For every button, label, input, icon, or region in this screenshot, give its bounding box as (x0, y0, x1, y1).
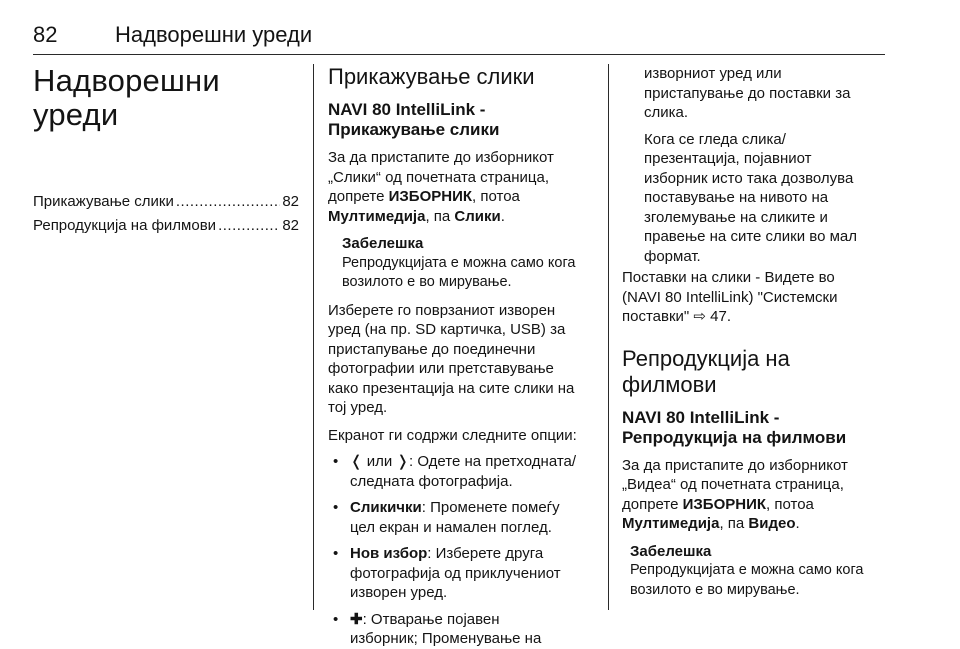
text: допрете (328, 188, 389, 205)
text-line (622, 495, 888, 515)
text: . (795, 515, 800, 532)
text-line (328, 187, 594, 207)
text-line: За да пристапите до изборникот (328, 149, 554, 166)
note-box (630, 542, 888, 601)
page-number: 82 (33, 22, 58, 47)
section-heading: Прикажување слики (328, 64, 535, 89)
column-3 (622, 64, 888, 600)
text-line: формат. (644, 247, 701, 265)
toc-entry[interactable] (33, 190, 299, 214)
column-1 (33, 64, 299, 238)
section-heading: Репродукција на филмови (622, 345, 790, 397)
text-line: (NAVI 80 IntelliLink) "Системски (622, 288, 838, 306)
text-line: зголемување на сликите и (644, 208, 828, 226)
text: : Отварање појавен (362, 610, 500, 628)
paragraph (328, 301, 594, 418)
text-line: слика. (644, 104, 689, 121)
note-box (342, 234, 594, 293)
text-line: следната фотографија. (350, 472, 513, 490)
text-line: како презентација на сите слики на (328, 379, 575, 397)
text: : Променете помеѓу (421, 499, 560, 516)
text-line: „Слики“ од почетната страница, (328, 168, 549, 186)
text: , потоа (472, 188, 520, 205)
note-text: Репродукцијата е можна само кога (630, 562, 864, 578)
text-line (622, 307, 888, 327)
text-line: За да пристапите до изборникот (622, 456, 848, 474)
text-line (328, 207, 594, 227)
chapter-title-line: уреди (33, 97, 119, 132)
column-divider (608, 64, 609, 610)
text-line: изворен уред. (350, 584, 448, 601)
text-line: Изберете го поврзаниот изворен (328, 301, 556, 319)
cross-reference-arrow-icon: ⇨ (693, 308, 706, 325)
chapter-title (33, 64, 299, 132)
toc-page: 82 (282, 217, 299, 234)
text-line (350, 544, 594, 564)
subsection-heading-line: Прикажување слики (328, 120, 500, 139)
subsection-heading (328, 100, 594, 140)
list-item-continuation (622, 130, 888, 267)
list-item-continuation (622, 64, 888, 123)
paragraph: Екранот ги содржи следните опции: (328, 426, 577, 444)
text-line: поставување на нивото на (644, 189, 829, 206)
text-line: правење на сите слики во мал (644, 228, 857, 245)
subsection-heading-line: Репродукција на филмови (622, 427, 847, 447)
subsection-heading (622, 408, 888, 448)
text-line: презентација, појавниот (644, 150, 812, 167)
text-line (622, 514, 888, 534)
menu-term: Видео (748, 515, 796, 532)
text-line: фотографии или претставување (328, 360, 554, 377)
text-line: цел екран и намален поглед. (350, 518, 552, 536)
text: , па (425, 207, 455, 225)
text-line: тој уред. (328, 399, 388, 416)
toc-leader (218, 214, 280, 238)
toc-page: 82 (282, 193, 299, 210)
plus-icon: ✚ (350, 610, 363, 628)
note-title: Забелешка (342, 235, 424, 252)
subsection-heading-line: NAVI 80 IntelliLink - (328, 100, 486, 119)
toc-label: Репродукција на филмови (33, 217, 217, 234)
paragraph (622, 456, 888, 534)
note-text: Репродукцијата е можна само кога (342, 254, 576, 271)
text-line: пристапување до поединечни (328, 340, 536, 358)
menu-term: Мултимедија (622, 515, 720, 532)
note-title: Забелешка (630, 542, 712, 560)
list-item (328, 544, 594, 603)
page-header (33, 22, 885, 55)
text-line (350, 610, 594, 630)
text: допрете (622, 495, 683, 513)
list-item (328, 610, 594, 649)
list-item (328, 498, 594, 537)
text-line: „Видеа“ од почетната страница, (622, 476, 844, 493)
menu-term: ИЗБОРНИК (682, 495, 767, 513)
text-line: изворниот уред или (644, 65, 782, 82)
table-of-contents (33, 190, 299, 238)
menu-term: ИЗБОРНИК (388, 188, 473, 205)
option-name: Нов избор (350, 545, 428, 562)
cross-reference-link[interactable]: 47. (710, 308, 732, 325)
text-line: • ❬ или ❭: Одете на претходната/ (350, 453, 577, 470)
toc-entry[interactable] (33, 214, 299, 238)
column-2 (328, 64, 594, 649)
text: . (500, 207, 505, 225)
paragraph (328, 148, 594, 226)
menu-term: Слики (454, 207, 501, 225)
column-divider (313, 64, 314, 610)
text-line: изборник исто така дозволува (644, 169, 854, 187)
text: , потоа (766, 495, 814, 513)
running-title: Надворешни уреди (115, 22, 313, 47)
list-item (328, 452, 594, 491)
toc-label: Прикажување слики (33, 193, 174, 210)
note-text: возилото е во мирување. (630, 581, 800, 598)
text-line: пристапување до поставки за (644, 84, 851, 102)
option-name: Сликички (350, 499, 422, 516)
text-line: изборник; Променување на (350, 630, 542, 647)
text-line (350, 498, 594, 518)
options-list (328, 452, 594, 649)
text-line: Поставки на слики - Видете во (622, 269, 835, 286)
text-line: Кога се гледа слика/ (644, 130, 786, 148)
text: поставки" (622, 308, 690, 325)
text-line: фотографија од приклучениот (350, 564, 561, 582)
menu-term: Мултимедија (328, 207, 426, 225)
note-text: возилото е во мирување. (342, 274, 512, 290)
paragraph (622, 268, 888, 327)
text: , па (719, 515, 749, 532)
text: : Изберете друга (427, 545, 544, 562)
text-line: уред (на пр. SD картичка, USB) за (328, 321, 566, 338)
chapter-title-line: Надворешни (33, 63, 220, 98)
toc-leader (176, 190, 280, 214)
subsection-heading-line: NAVI 80 IntelliLink - (622, 407, 780, 427)
